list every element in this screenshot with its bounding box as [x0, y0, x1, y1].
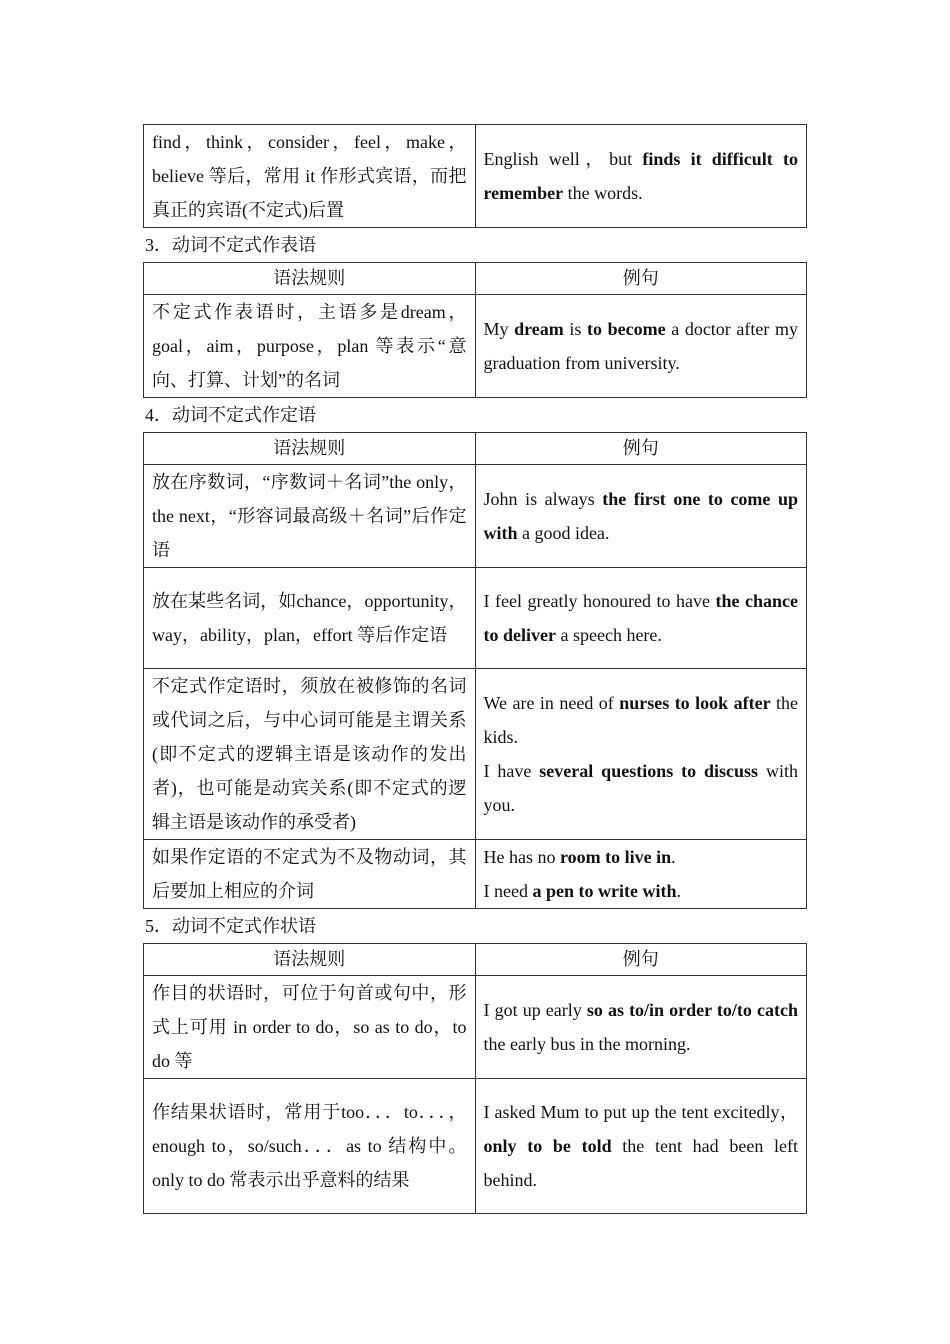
header-rule: 语法规则 — [144, 944, 476, 976]
sections — [143, 228, 807, 1214]
example-highlight: several questions to discuss — [539, 761, 759, 781]
table-row — [144, 1079, 807, 1214]
example-highlight: so as to/in order to/to catch — [586, 1000, 798, 1020]
grammar-table — [143, 432, 807, 909]
example-text: I got up early — [483, 1000, 587, 1020]
example-highlight: only to be told — [483, 1136, 612, 1156]
example-text: I feel greatly honoured to have — [483, 591, 716, 611]
example-highlight: the chance to deliver — [483, 591, 798, 645]
example-highlight: finds it difficult to remember — [483, 149, 798, 203]
example-cell — [475, 295, 807, 398]
example-text: English well，but — [483, 149, 643, 169]
example-cell — [475, 125, 807, 228]
section-title: ．动词不定式作定语 — [154, 405, 316, 426]
example-text: is — [563, 319, 588, 339]
example-highlight: a pen to write with — [532, 881, 677, 901]
section-number: 3 — [145, 235, 154, 255]
section-heading — [143, 909, 807, 943]
example-text: the tent had been left behind. — [483, 1136, 798, 1190]
example-text: a speech here. — [555, 625, 662, 645]
example-cell — [475, 976, 807, 1079]
example-text: We are in need of — [483, 693, 620, 713]
rule-cell: 不定式作表语时，主语多是dream，goal，aim，purpose，plan 等表示“意向、打算、计划”的名词 — [144, 295, 476, 398]
table-row — [144, 568, 807, 669]
section-number: 4 — [145, 405, 154, 425]
table-header-row — [144, 263, 807, 295]
example-text: the kids. — [483, 693, 799, 747]
document-page — [143, 124, 807, 1214]
rule-cell: 如果作定语的不定式为不及物动词，其后要加上相应的介词 — [144, 840, 476, 909]
rule-cell: 作目的状语时，可位于句首或句中，形式上可用 in order to do，so as to do，to do 等 — [144, 976, 476, 1079]
example-text: I asked Mum to put up the tent excitedly， — [483, 1102, 798, 1122]
example-cell — [475, 669, 807, 840]
rule-cell: 作结果状语时，常用于too．．．to．．．，enough to，so/such．．．as to 结构中。only to do 常表示出乎意料的结果 — [144, 1079, 476, 1214]
rule-cell: 放在序数词，“序数词＋名词”the only，the next，“形容词最高级＋名词”后作定语 — [144, 465, 476, 568]
example-highlight: to become — [587, 319, 666, 339]
example-text: with you. — [483, 761, 798, 815]
example-highlight: dream — [514, 319, 564, 339]
example-highlight: room to live in — [559, 847, 672, 867]
section-title: ．动词不定式作表语 — [154, 235, 316, 256]
table-header-row — [144, 433, 807, 465]
grammar-table — [143, 262, 807, 398]
table-row — [144, 465, 807, 568]
example-cell — [475, 568, 807, 669]
header-example: 例句 — [475, 433, 807, 465]
header-example: 例句 — [475, 263, 807, 295]
table-row — [144, 125, 807, 228]
example-text: the words. — [563, 183, 643, 203]
header-example: 例句 — [475, 944, 807, 976]
example-text: I need — [483, 881, 533, 901]
rule-cell: 放在某些名词，如chance，opportunity，way，ability，plan，effort 等后作定语 — [144, 568, 476, 669]
example-text: John is always — [483, 489, 603, 509]
table-row — [144, 976, 807, 1079]
grammar-table — [143, 943, 807, 1214]
example-text: My — [483, 319, 515, 339]
table-continued — [143, 124, 807, 228]
table-header-row — [144, 944, 807, 976]
rule-cell: find，think，consider，feel，make，believe 等后，常用 it 作形式宾语，而把真正的宾语(不定式)后置 — [144, 125, 476, 228]
header-rule: 语法规则 — [144, 433, 476, 465]
example-highlight: the first one to come up with — [483, 489, 799, 543]
table-row — [144, 840, 807, 909]
section-number: 5 — [145, 916, 154, 936]
example-text: a good idea. — [517, 523, 610, 543]
section-title: ．动词不定式作状语 — [154, 916, 316, 937]
section-heading — [143, 398, 807, 432]
example-text: He has no — [483, 847, 560, 867]
example-text: . — [676, 881, 681, 901]
example-cell — [475, 465, 807, 568]
rule-cell: 不定式作定语时，须放在被修饰的名词或代词之后，与中心词可能是主谓关系(即不定式的逻辑主语是该动作的发出者)，也可能是动宾关系(即不定式的逻辑主语是该动作的承受者) — [144, 669, 476, 840]
example-text: I have — [483, 761, 540, 781]
example-cell — [475, 840, 807, 909]
example-highlight: nurses to look after — [619, 693, 771, 713]
header-rule: 语法规则 — [144, 263, 476, 295]
section-heading — [143, 228, 807, 262]
table-row — [144, 669, 807, 840]
example-text: . — [671, 847, 676, 867]
example-cell — [475, 1079, 807, 1214]
table-row — [144, 295, 807, 398]
example-text: the early bus in the morning. — [483, 1034, 691, 1054]
example-text: a doctor after my graduation from university. — [483, 319, 798, 373]
